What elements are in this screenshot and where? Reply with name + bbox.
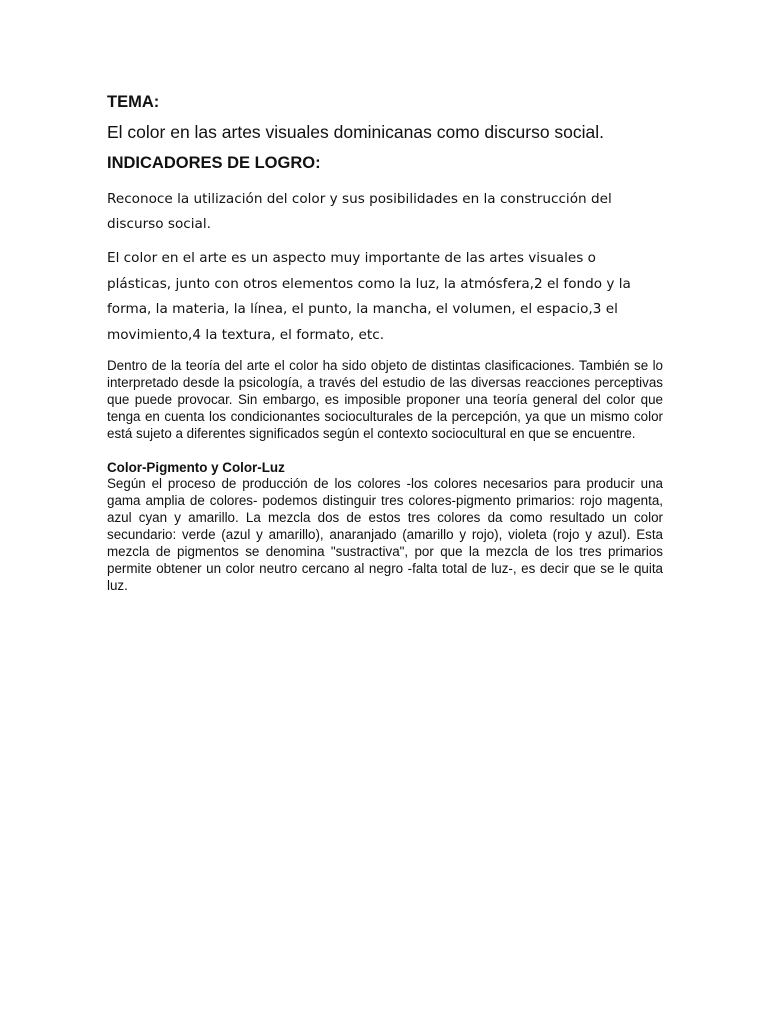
theory-paragraph: Dentro de la teoría del arte el color ha sido objeto de distintas clasificaciones. También se lo interpretado desde la psicología, a través del estudio de las diversas reacciones perceptivas que puede provocar. Sin embargo, es imposible proponer una teoría general del color que tenga en cuenta los condicionantes socioculturales de la percepción, ya que un mismo color está sujeto a diferentes significados según el contexto sociocultural en que se encuentre. (107, 358, 663, 441)
tema-label: TEMA: (107, 93, 160, 111)
tema-text: El color en las artes visuales dominicanas como discurso social. (107, 122, 605, 142)
section-heading: Color-Pigmento y Color-Luz (107, 459, 285, 475)
intro-paragraph: El color en el arte es un aspecto muy importante de las artes visuales o plásticas, junto con otros elementos como la luz, la atmósfera,2 el fondo y la forma, la materia, la línea, el punto, la mancha, el volumen, el espacio,3 el movimiento,4 la textura, el formato, etc. (107, 250, 631, 343)
indicadores-label: INDICADORES DE LOGRO: (107, 154, 321, 172)
indicador-text: Reconoce la utilización del color y sus posibilidades en la construcción del discurso social. (107, 191, 612, 232)
section-paragraph: Según el proceso de producción de los colores -los colores necesarios para producir una gama amplia de colores- podemos distinguir tres colores-pigmento primarios: rojo magenta, azul cyan y amarillo. La mezcla dos de estos tres colores da como resultado un color secundario: verde (azul y amarillo), anaranjado (amarillo y rojo), violeta (rojo y azul). Esta mezcla de pigmentos se denomina "sustractiva", por que la mezcla de los tres primarios permite obtener un color neutro cercano al negro -falta total de luz-, es decir que se le quita luz. (107, 476, 663, 593)
document-page (107, 90, 663, 595)
